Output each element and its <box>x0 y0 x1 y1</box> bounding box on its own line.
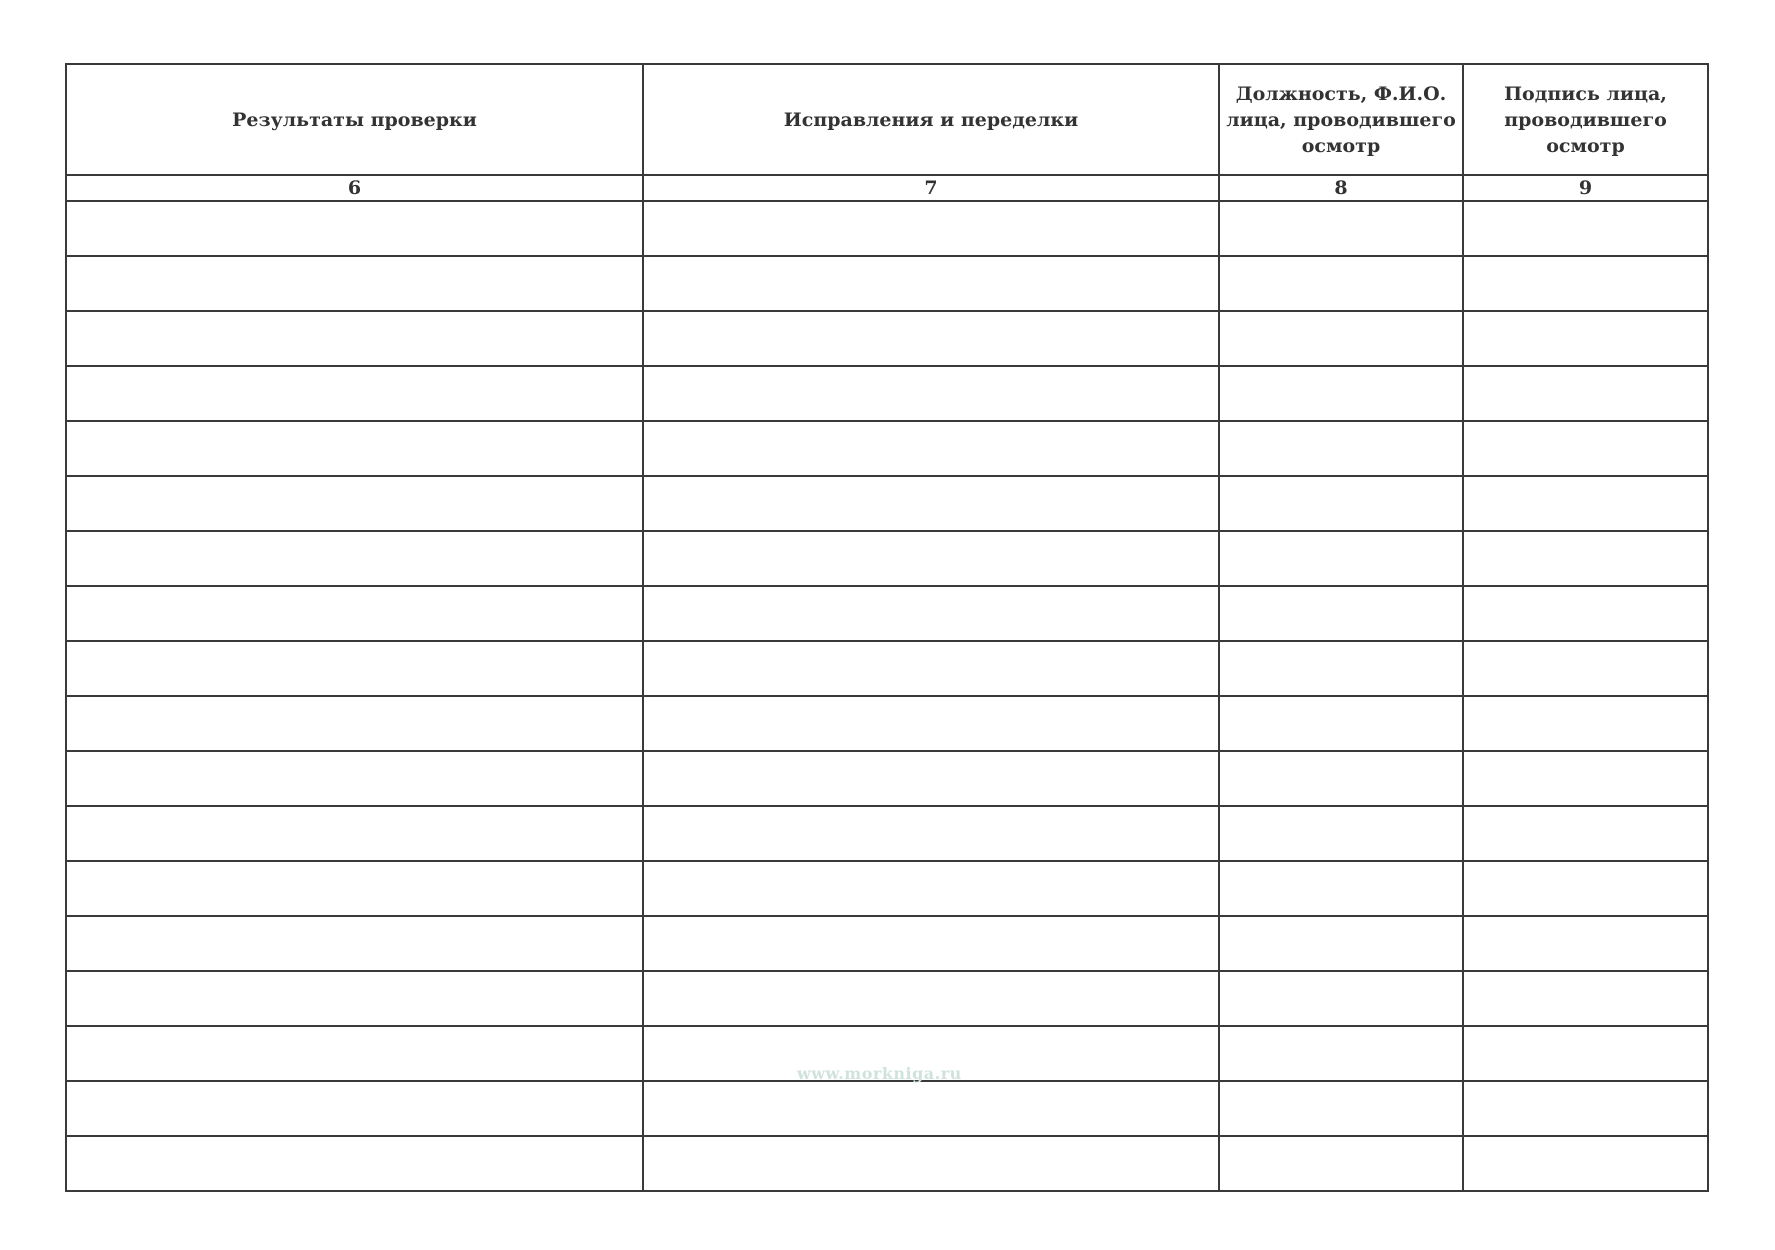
table-cell[interactable] <box>66 1026 643 1081</box>
header-inspector-signature: Подпись лица, проводившего осмотр <box>1463 64 1708 175</box>
table-row <box>66 641 1708 696</box>
table-cell[interactable] <box>66 476 643 531</box>
table-cell[interactable] <box>1463 421 1708 476</box>
table-cell[interactable] <box>643 311 1219 366</box>
table-cell[interactable] <box>1219 421 1463 476</box>
table-row <box>66 1081 1708 1136</box>
table-cell[interactable] <box>66 971 643 1026</box>
table-cell[interactable] <box>1463 971 1708 1026</box>
table-header-row <box>66 64 1708 175</box>
table-row <box>66 751 1708 806</box>
table-cell[interactable] <box>66 806 643 861</box>
table-cell[interactable] <box>1219 366 1463 421</box>
table-cell[interactable] <box>1219 971 1463 1026</box>
table-row <box>66 1136 1708 1191</box>
table-cell[interactable] <box>1219 641 1463 696</box>
table-row <box>66 476 1708 531</box>
table-cell[interactable] <box>1463 1026 1708 1081</box>
table-row <box>66 421 1708 476</box>
inspection-log-table <box>65 63 1709 1192</box>
table-cell[interactable] <box>1463 751 1708 806</box>
column-number: 9 <box>1463 175 1708 201</box>
table-cell[interactable] <box>643 531 1219 586</box>
table-cell[interactable] <box>643 751 1219 806</box>
table-cell[interactable] <box>1463 476 1708 531</box>
table-cell[interactable] <box>1463 311 1708 366</box>
column-number: 6 <box>66 175 643 201</box>
table-cell[interactable] <box>643 696 1219 751</box>
table-cell[interactable] <box>1219 311 1463 366</box>
table-cell[interactable] <box>643 806 1219 861</box>
table-cell[interactable] <box>66 421 643 476</box>
table-cell[interactable] <box>66 641 643 696</box>
table-cell[interactable] <box>643 861 1219 916</box>
table-cell[interactable] <box>66 256 643 311</box>
table-cell[interactable] <box>643 256 1219 311</box>
table-cell[interactable] <box>1463 1136 1708 1191</box>
table-cell[interactable] <box>643 1081 1219 1136</box>
table-cell[interactable] <box>66 531 643 586</box>
table-row <box>66 971 1708 1026</box>
table-row <box>66 806 1708 861</box>
table-row <box>66 861 1708 916</box>
table-cell[interactable] <box>1463 806 1708 861</box>
table-cell[interactable] <box>1219 1026 1463 1081</box>
table-cell[interactable] <box>1463 256 1708 311</box>
table-cell[interactable] <box>643 971 1219 1026</box>
table-cell[interactable] <box>643 1136 1219 1191</box>
table-cell[interactable] <box>1219 696 1463 751</box>
header-corrections: Исправления и переделки <box>643 64 1219 175</box>
table-cell[interactable] <box>1463 366 1708 421</box>
table-cell[interactable] <box>1219 201 1463 256</box>
table-cell[interactable] <box>1463 641 1708 696</box>
header-inspector-name: Должность, Ф.И.О. лица, проводившего осмотр <box>1219 64 1463 175</box>
table-cell[interactable] <box>643 476 1219 531</box>
table-row <box>66 256 1708 311</box>
header-inspection-results: Результаты проверки <box>66 64 643 175</box>
column-number: 8 <box>1219 175 1463 201</box>
table-cell[interactable] <box>66 916 643 971</box>
table-cell[interactable] <box>66 1081 643 1136</box>
table-cell[interactable] <box>66 366 643 421</box>
table-cell[interactable] <box>1219 1081 1463 1136</box>
table-row <box>66 311 1708 366</box>
table-cell[interactable] <box>1463 861 1708 916</box>
table-cell[interactable] <box>643 201 1219 256</box>
table-cell[interactable] <box>643 641 1219 696</box>
column-number-row <box>66 175 1708 201</box>
table-cell[interactable] <box>1463 531 1708 586</box>
table-cell[interactable] <box>1219 586 1463 641</box>
table-cell[interactable] <box>1219 531 1463 586</box>
table-row <box>66 916 1708 971</box>
table-cell[interactable] <box>66 586 643 641</box>
table-cell[interactable] <box>1219 256 1463 311</box>
table-cell[interactable] <box>1463 696 1708 751</box>
table-cell[interactable] <box>1463 916 1708 971</box>
table-cell[interactable] <box>1463 586 1708 641</box>
watermark: www.morkniga.ru <box>797 1064 962 1083</box>
table-cell[interactable] <box>66 861 643 916</box>
table-cell[interactable] <box>66 311 643 366</box>
table-cell[interactable] <box>66 201 643 256</box>
table-row <box>66 696 1708 751</box>
table-cell[interactable] <box>66 1136 643 1191</box>
table-cell[interactable] <box>1219 916 1463 971</box>
table-cell[interactable] <box>643 421 1219 476</box>
table-row <box>66 201 1708 256</box>
table-cell[interactable] <box>643 586 1219 641</box>
table-cell[interactable] <box>1219 1136 1463 1191</box>
table-cell[interactable] <box>1463 201 1708 256</box>
table-cell[interactable] <box>1463 1081 1708 1136</box>
table-cell[interactable] <box>643 916 1219 971</box>
table-cell[interactable] <box>1219 861 1463 916</box>
table-cell[interactable] <box>1219 751 1463 806</box>
table-cell[interactable] <box>66 751 643 806</box>
table-cell[interactable] <box>643 366 1219 421</box>
table-cell[interactable] <box>66 696 643 751</box>
table-cell[interactable] <box>1219 806 1463 861</box>
table-row <box>66 366 1708 421</box>
table-row <box>66 531 1708 586</box>
table-cell[interactable] <box>1219 476 1463 531</box>
column-number: 7 <box>643 175 1219 201</box>
table-row <box>66 586 1708 641</box>
